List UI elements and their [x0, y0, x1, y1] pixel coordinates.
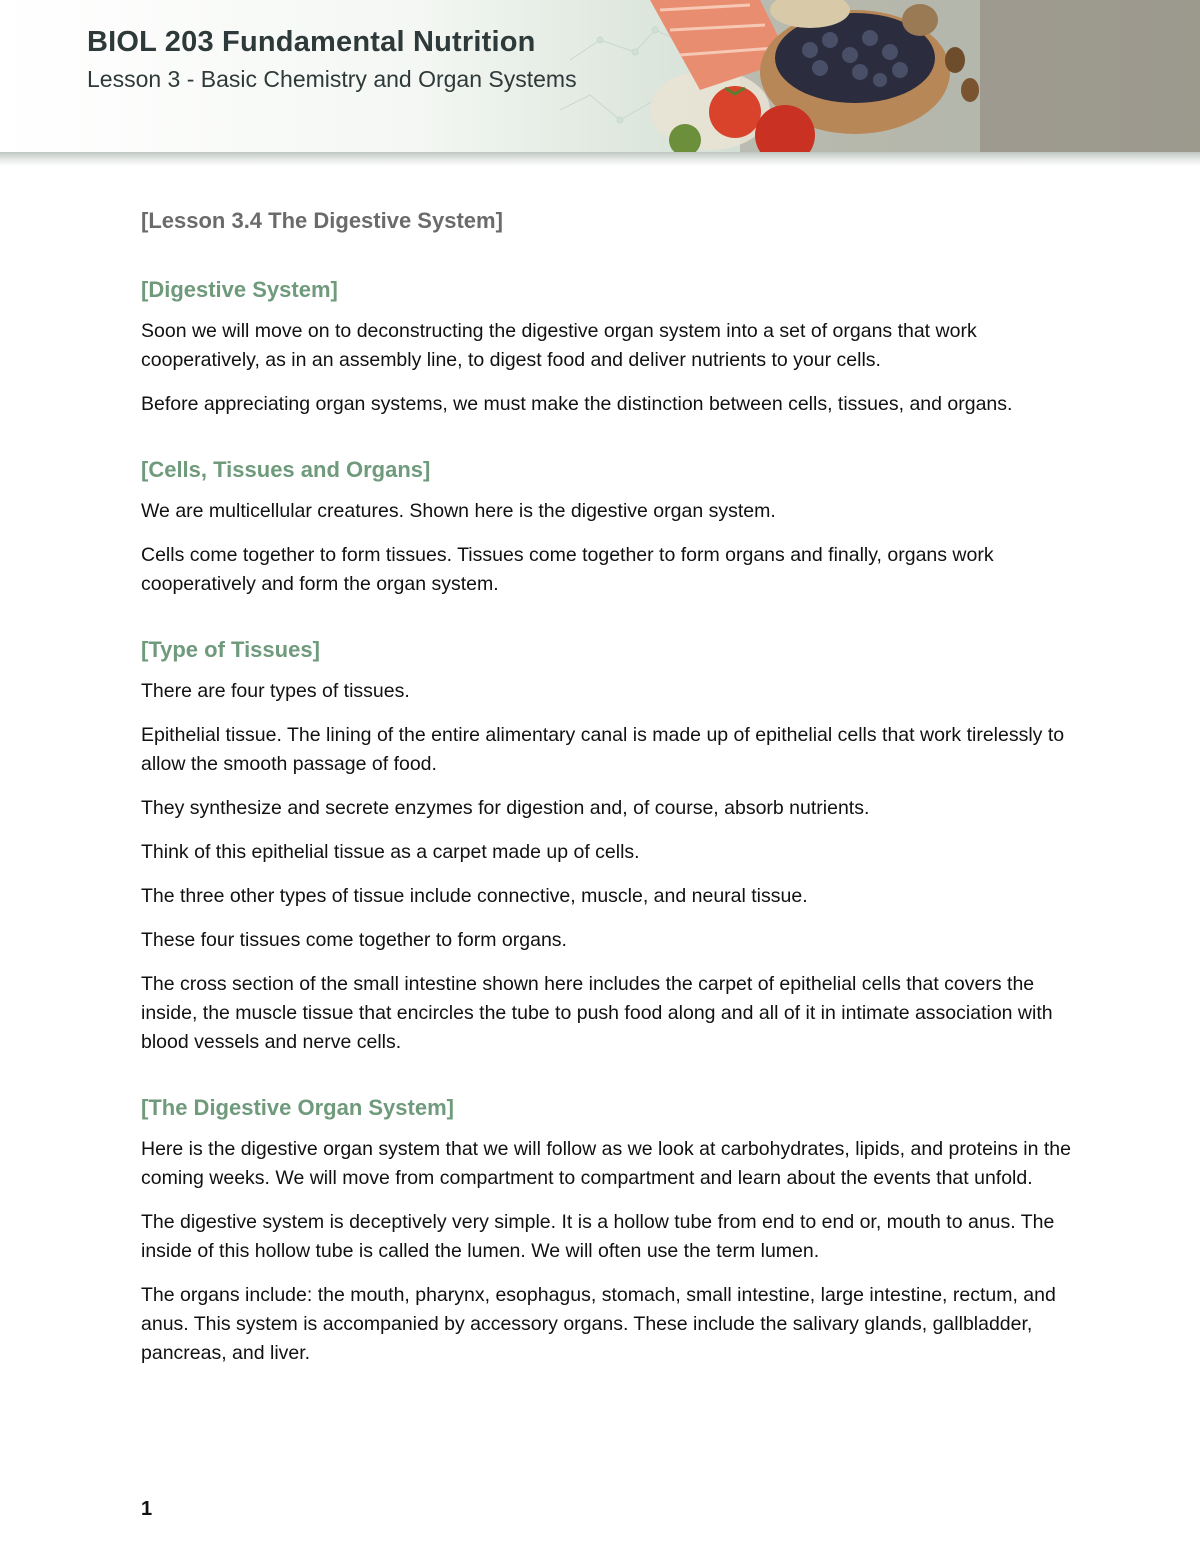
paragraph: These four tissues come together to form organs. [141, 929, 567, 951]
paragraph: Soon we will move on to deconstructing the digestive organ system into a set of organs that work cooperatively, as in an assembly line, to digest food and deliver nutrients to your cells. [141, 320, 977, 371]
paragraph: The digestive system is deceptively very simple. It is a hollow tube from end to end or, mouth to anus. The inside of this hollow tube is called the lumen. We will often use the term lumen. [141, 1211, 1055, 1262]
paragraph: There are four types of tissues. [141, 680, 410, 702]
banner-divider [0, 152, 1200, 166]
lesson-subtitle: Lesson 3 - Basic Chemistry and Organ Systems [87, 66, 577, 92]
section-type-of-tissues [141, 637, 1091, 1057]
paragraph: We are multicellular creatures. Shown here is the digestive organ system. [141, 500, 776, 522]
paragraph: Before appreciating organ systems, we must make the distinction between cells, tissues, and organs. [141, 393, 1013, 415]
section-heading: [Digestive System] [141, 277, 338, 302]
paragraph: The cross section of the small intestine shown here includes the carpet of epithelial cells that covers the inside, the muscle tissue that encircles the tube to push food along and all of it in intimate association with blood vessels and nerve cells. [141, 973, 1053, 1053]
section-heading: [The Digestive Organ System] [141, 1095, 454, 1120]
section-heading: [Cells, Tissues and Organs] [141, 457, 431, 482]
section-heading: [Type of Tissues] [141, 637, 320, 662]
page-number: 1 [141, 1498, 153, 1520]
paragraph: Epithelial tissue. The lining of the entire alimentary canal is made up of epithelial cells that work tirelessly to allow the smooth passage of food. [141, 724, 1065, 775]
paragraph: The three other types of tissue include connective, muscle, and neural tissue. [141, 885, 808, 907]
course-title: BIOL 203 Fundamental Nutrition [87, 26, 536, 58]
paragraph: They synthesize and secrete enzymes for digestion and, of course, absorb nutrients. [141, 797, 870, 819]
paragraph: Here is the digestive organ system that we will follow as we look at carbohydrates, lipids, and proteins in the coming weeks. We will move from compartment to compartment and learn about the events that unfold. [141, 1138, 1071, 1189]
header-banner [0, 0, 1200, 158]
section-digestive-system [141, 277, 1091, 419]
document-title: [Lesson 3.4 The Digestive System] [141, 208, 503, 233]
food-banner-icon [560, 0, 1200, 158]
paragraph: The organs include: the mouth, pharynx, esophagus, stomach, small intestine, large intestine, rectum, and anus. This system is accompanied by accessory organs. These include the salivary glands, gallbladder, pancreas, and liver. [141, 1284, 1056, 1364]
document-body [141, 208, 1091, 1383]
section-cells-tissues-organs [141, 457, 1091, 599]
section-digestive-organ-system [141, 1095, 1091, 1368]
paragraph: Think of this epithelial tissue as a carpet made up of cells. [141, 841, 640, 863]
paragraph: Cells come together to form tissues. Tissues come together to form organs and finally, organs work cooperatively and form the organ system. [141, 544, 994, 595]
